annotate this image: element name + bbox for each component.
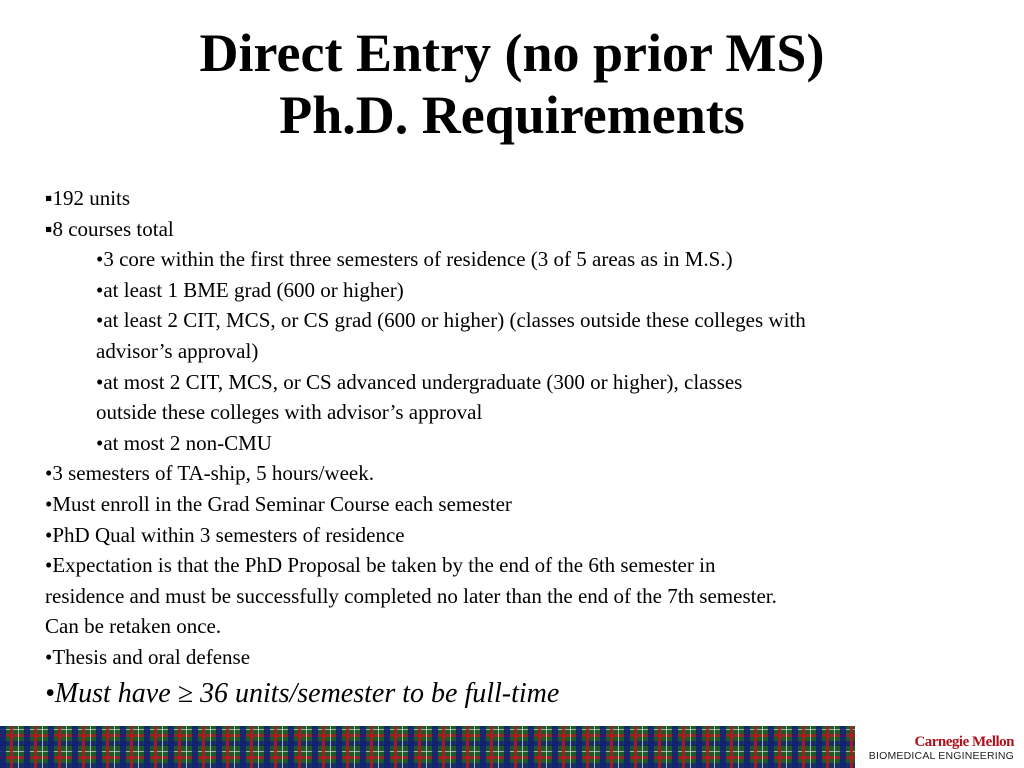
subitem-cit-grad-line-2: advisor’s approval) [96, 338, 259, 363]
item-proposal-line-3: Can be retaken once. [45, 614, 222, 639]
item-thesis-defense: •Thesis and oral defense [45, 644, 251, 669]
title-line-1: Direct Entry (no prior MS) [199, 23, 825, 83]
subitem-bme-grad: •at least 1 BME grad (600 or higher) [96, 277, 404, 302]
title-line-2: Ph.D. Requirements [279, 85, 745, 145]
requirements-list [45, 183, 975, 711]
cmu-bme-logo [857, 734, 1024, 768]
tartan-footer-strip [0, 726, 855, 768]
item-proposal-line-1: •Expectation is that the PhD Proposal be taken by the end of the 6th semester in [45, 553, 716, 578]
item-units: ▪192 units [45, 186, 131, 210]
slide-title [0, 22, 1024, 146]
item-courses-total: ▪8 courses total [45, 216, 174, 241]
subitem-non-cmu: •at most 2 non-CMU [96, 430, 272, 455]
item-ta-ship: •3 semesters of TA-ship, 5 hours/week. [45, 461, 374, 486]
item-proposal-line-2: residence and must be successfully completed no later than the end of the 7th semester. [45, 583, 777, 608]
logo-department-name: BIOMEDICAL ENGINEERING [868, 750, 1014, 762]
subitem-cit-grad-line-1: •at least 2 CIT, MCS, or CS grad (600 or higher) (classes outside these colleges with [96, 308, 806, 333]
item-phd-qual: •PhD Qual within 3 semesters of residence [45, 522, 405, 547]
item-full-time-requirement: •Must have ≥ 36 units/semester to be full-time [45, 677, 560, 709]
subitem-cit-undergrad-line-2: outside these colleges with advisor’s approval [96, 400, 483, 425]
logo-university-name: Carnegie Mellon [914, 734, 1014, 750]
item-grad-seminar: •Must enroll in the Grad Seminar Course each semester [45, 491, 512, 516]
subitem-core-courses: •3 core within the first three semesters of residence (3 of 5 areas as in M.S.) [96, 247, 733, 272]
subitem-cit-undergrad-line-1: •at most 2 CIT, MCS, or CS advanced undergraduate (300 or higher), classes [96, 369, 743, 394]
